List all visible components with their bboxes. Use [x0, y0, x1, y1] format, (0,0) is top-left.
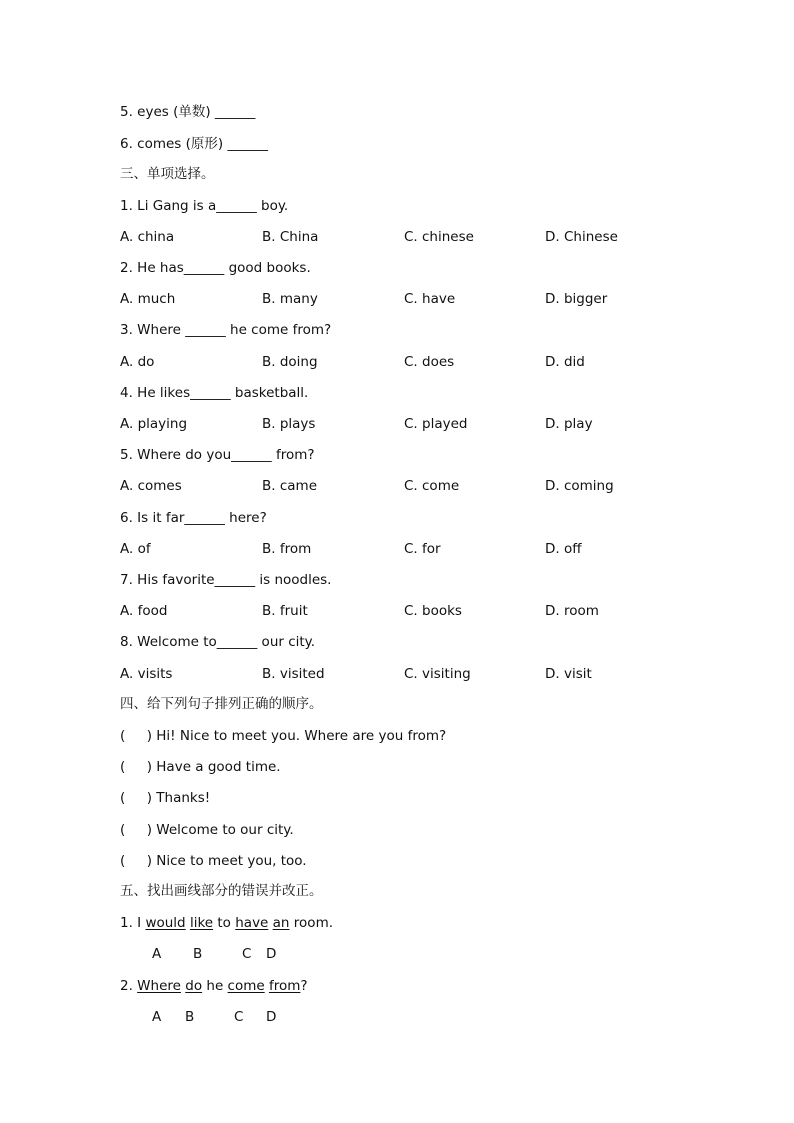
label-a: A	[152, 1009, 162, 1025]
q8-option-d: D. visit	[545, 666, 592, 682]
q2-option-c: C. have	[404, 291, 456, 307]
q1-option-a: A. china	[120, 229, 175, 245]
q3-option-a: A. do	[120, 354, 155, 370]
underlined-word-a: Where	[137, 978, 181, 994]
ordering-item-3: ( ) Thanks!	[120, 790, 211, 806]
q4-option-c: C. played	[404, 416, 468, 432]
error-question-1	[120, 914, 333, 932]
question-4: 4. He likes______ basketball.	[120, 385, 309, 401]
question-8: 8. Welcome to______ our city.	[120, 634, 316, 650]
plain-text: room.	[289, 915, 334, 931]
label-c: C	[242, 946, 252, 962]
label-a: A	[152, 946, 162, 962]
underlined-word-d: from	[268, 978, 301, 994]
question-5: 5. Where do you______ from?	[120, 447, 315, 463]
ordering-item-1: ( ) Hi! Nice to meet you. Where are you from?	[120, 728, 447, 744]
question-3: 3. Where ______ he come from?	[120, 322, 332, 338]
label-b: B	[185, 1009, 195, 1025]
question-2: 2. He has______ good books.	[120, 260, 311, 276]
q7-option-c: C. books	[404, 603, 462, 619]
section-4-heading: 四、给下列句子排列正确的顺序。	[120, 696, 323, 712]
q8-option-c: C. visiting	[404, 666, 471, 682]
plain-text: he	[202, 978, 228, 994]
q4-option-a: A. playing	[120, 416, 188, 432]
plain-text: to	[213, 915, 236, 931]
plain-text: ?	[300, 978, 308, 994]
word-form-item-6: 6. comes (原形) ______	[120, 136, 268, 152]
section-3-heading: 三、单项选择。	[120, 166, 215, 182]
label-d: D	[266, 1009, 277, 1025]
q5-option-b: B. came	[262, 478, 317, 494]
ordering-item-4: ( ) Welcome to our city.	[120, 822, 294, 838]
label-d: D	[266, 946, 277, 962]
q3-option-b: B. doing	[262, 354, 318, 370]
q6-option-b: B. from	[262, 541, 312, 557]
underlined-word-c: have	[235, 915, 269, 931]
underlined-word-b: do	[185, 978, 203, 994]
q7-option-b: B. fruit	[262, 603, 308, 619]
question-number: 2.	[120, 978, 138, 994]
ordering-item-2: ( ) Have a good time.	[120, 759, 281, 775]
q1-option-c: C. chinese	[404, 229, 474, 245]
q4-option-d: D. play	[545, 416, 593, 432]
underlined-word-c: come	[227, 978, 265, 994]
label-b: B	[193, 946, 203, 962]
q4-option-b: B. plays	[262, 416, 316, 432]
q8-option-a: A. visits	[120, 666, 173, 682]
q2-option-b: B. many	[262, 291, 318, 307]
section-5-heading: 五、找出画线部分的错误并改正。	[120, 883, 323, 899]
q6-option-d: D. off	[545, 541, 582, 557]
underlined-word-a: would	[145, 915, 186, 931]
q6-option-a: A. of	[120, 541, 151, 557]
q1-option-d: D. Chinese	[545, 229, 618, 245]
q3-option-d: D. did	[545, 354, 585, 370]
q6-option-c: C. for	[404, 541, 441, 557]
error-question-2	[120, 977, 308, 995]
word-form-item-5: 5. eyes (单数) ______	[120, 104, 256, 120]
q7-option-d: D. room	[545, 603, 599, 619]
label-c: C	[234, 1009, 244, 1025]
question-number: 1. I	[120, 915, 146, 931]
q8-option-b: B. visited	[262, 666, 325, 682]
q2-option-d: D. bigger	[545, 291, 608, 307]
q5-option-a: A. comes	[120, 478, 182, 494]
question-6: 6. Is it far______ here?	[120, 510, 267, 526]
underlined-word-b: like	[189, 915, 214, 931]
question-7: 7. His favorite______ is noodles.	[120, 572, 332, 588]
q2-option-a: A. much	[120, 291, 176, 307]
q1-option-b: B. China	[262, 229, 319, 245]
ordering-item-5: ( ) Nice to meet you, too.	[120, 853, 307, 869]
q3-option-c: C. does	[404, 354, 455, 370]
question-1: 1. Li Gang is a______ boy.	[120, 198, 289, 214]
underlined-word-d: an	[272, 915, 290, 931]
q7-option-a: A. food	[120, 603, 168, 619]
q5-option-d: D. coming	[545, 478, 614, 494]
q5-option-c: C. come	[404, 478, 460, 494]
